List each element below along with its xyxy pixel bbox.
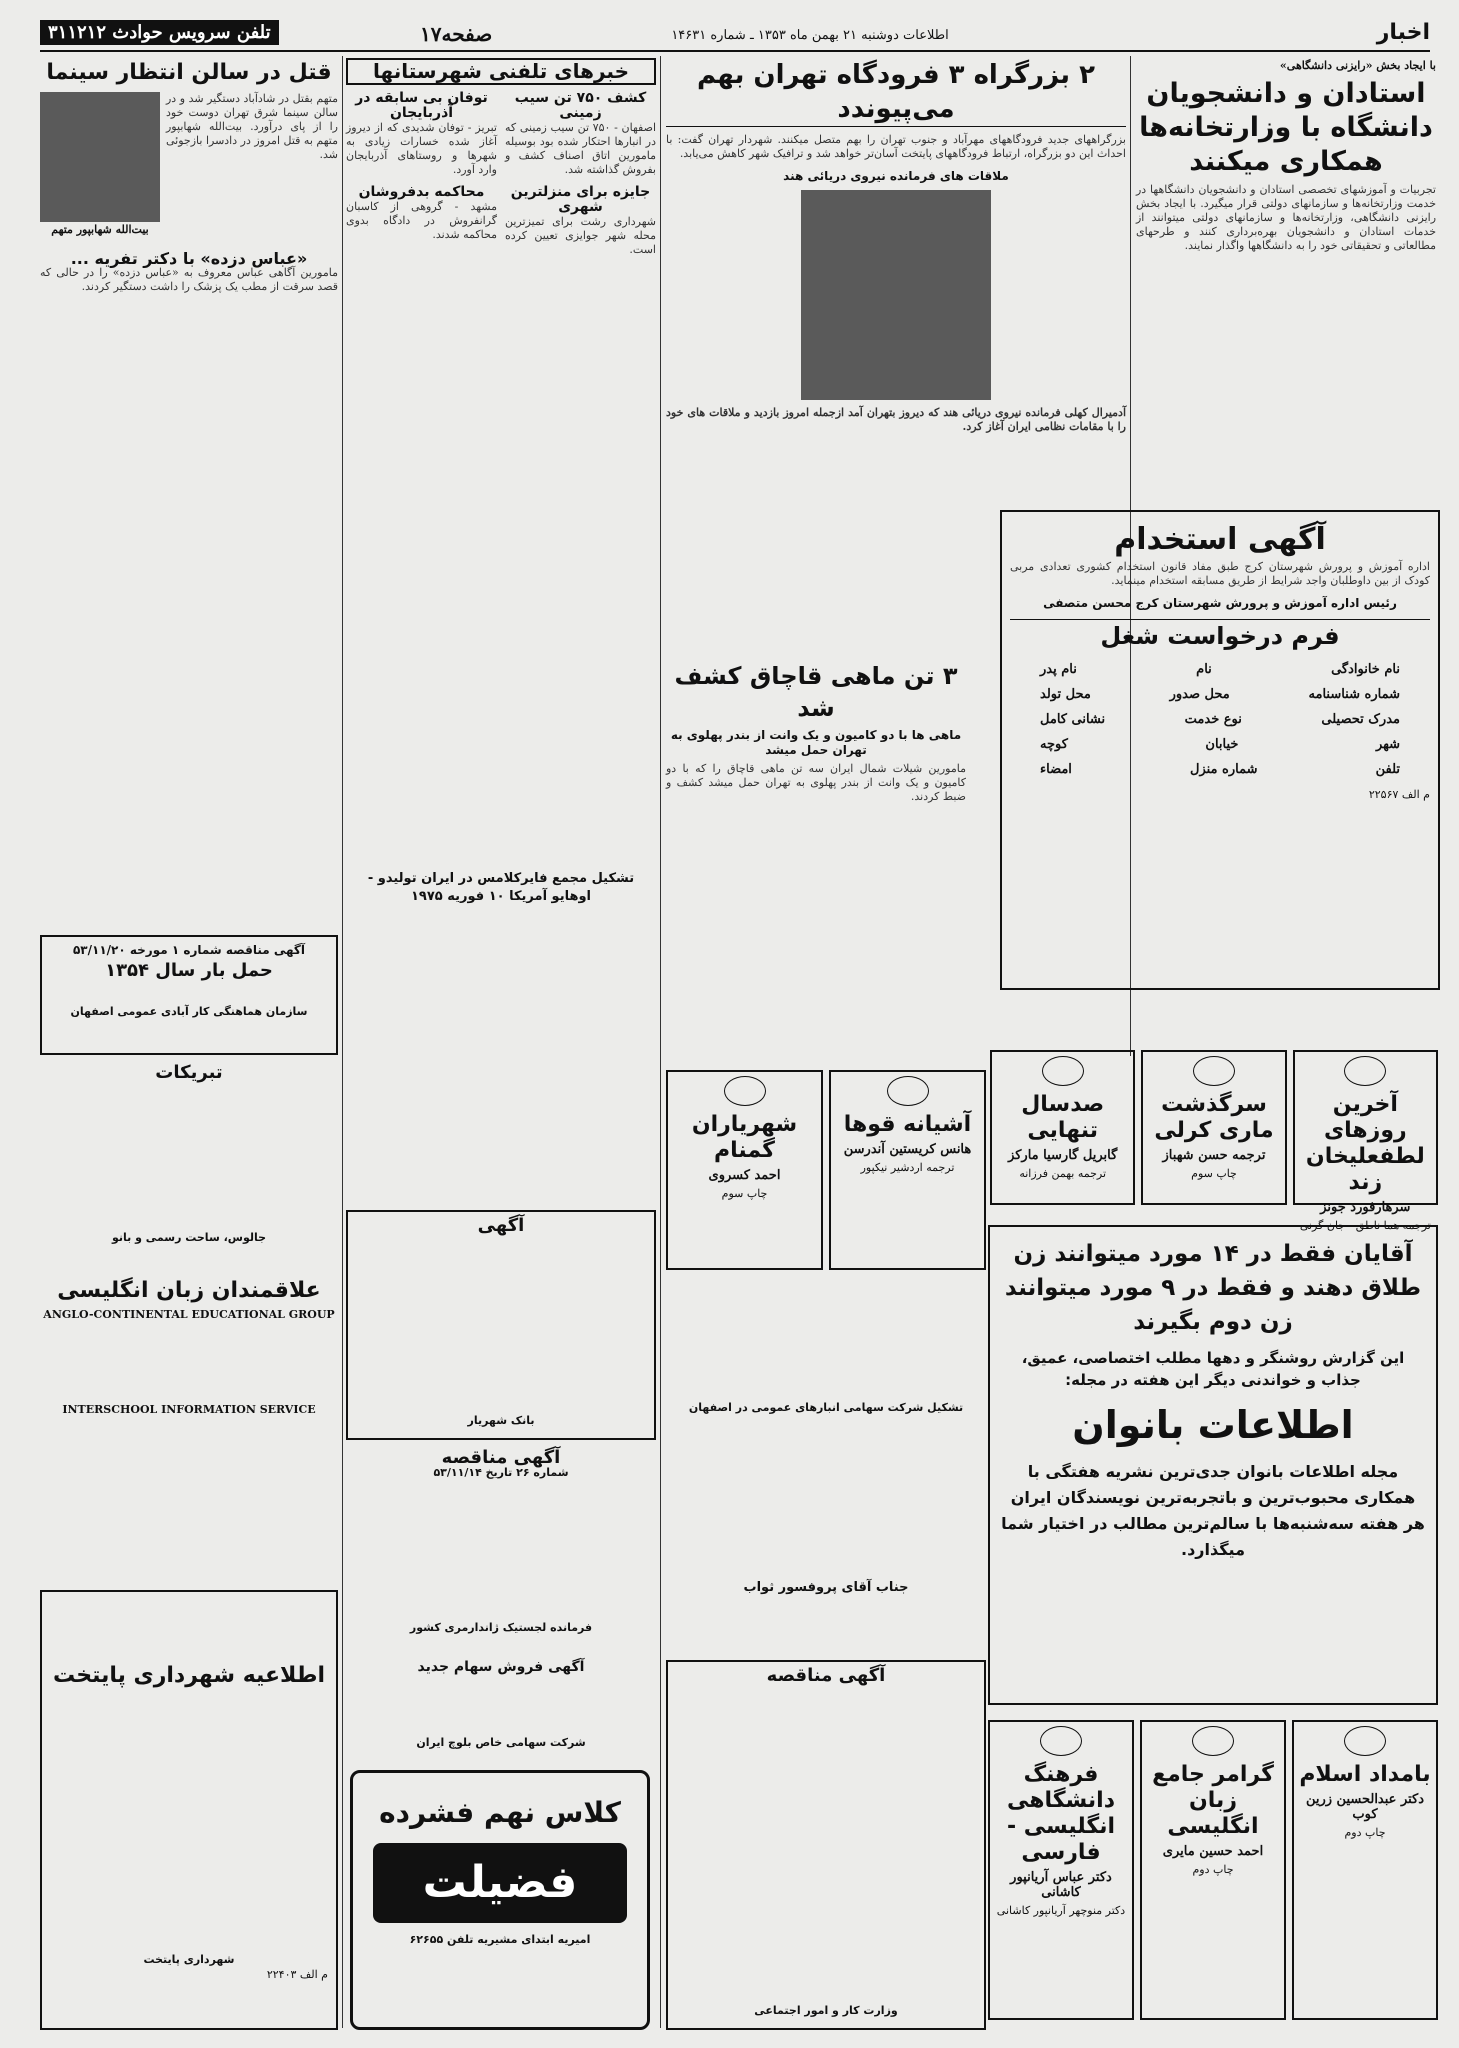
headline: تشکیل مجمع فایرکلامس در ایران تولیدو - اوهایو آمریکا ۱۰ فوریه ۱۹۷۵	[367, 871, 635, 904]
ad-signature: وزارت کار و امور اجتماعی	[754, 2004, 898, 2017]
book-author: احمد حسین مایری	[1162, 1844, 1264, 1859]
bank-ad	[346, 1210, 656, 1440]
book-author: دکتر عباس آریانپور کاشانی	[1010, 1870, 1112, 1900]
book-ad	[990, 1050, 1135, 1205]
ad-title: آگهی استخدام	[1114, 522, 1326, 557]
ad-signature: جالوس، ساحت رسمی و بانو	[111, 1231, 267, 1244]
form-field-label: نشانی کامل	[1040, 712, 1106, 727]
book-note: ترجمه اردشیر نیکپور	[860, 1161, 955, 1174]
ad-title: تشکیل شرکت سهامی انبارهای عمومی در اصفهان	[688, 1401, 964, 1414]
ad-title: آگهی فروش سهام جدید	[417, 1659, 585, 1675]
form-field-label: تلفن	[1375, 762, 1400, 777]
ad-title: علاقمندان زبان انگلیسی	[57, 1278, 321, 1303]
phone-news	[346, 58, 656, 858]
book-title: آخرین روزهای لطفعلیخان زند	[1305, 1092, 1425, 1195]
ad-code: م الف ۲۲۴۰۳	[266, 1968, 328, 1981]
form-field-label: امضاء	[1040, 762, 1072, 777]
university-story	[1136, 58, 1436, 478]
ad-headline: آقایان فقط در ۱۴ مورد میتوانند زن طلاق دهند و فقط در ۹ مورد میتوانند زن دوم بگیرند	[1004, 1241, 1422, 1335]
form-field-label: محل صدور	[1169, 687, 1230, 702]
publisher-logo-icon	[1192, 1726, 1234, 1756]
form-field-label: شماره شناسنامه	[1308, 687, 1400, 702]
cinema-story	[40, 58, 338, 598]
magazine-name: اطلاعات بانوان	[1072, 1403, 1354, 1447]
municipality-notice	[40, 1590, 338, 2030]
books-row-3	[988, 1720, 1438, 2020]
congrats-ad	[40, 1062, 338, 1255]
book-ad	[1140, 1720, 1286, 2020]
ad-sub: این گزارش روشنگر و دهها مطلب اختصاصی، عمیق، جذاب و خواندنی دیگر این هفته در مجله:	[1021, 1349, 1405, 1389]
gas-tender-ad	[40, 935, 338, 1055]
form-field-label: کوچه	[1040, 737, 1068, 752]
form-fields	[1010, 662, 1430, 777]
column-rule	[342, 56, 343, 2028]
form-field-label: مدرک تحصیلی	[1321, 712, 1400, 727]
form-field-label: محل تولد	[1040, 687, 1091, 702]
book-ad	[666, 1070, 823, 1270]
publisher-logo-icon	[1193, 1056, 1235, 1086]
ad-title: کلاس نهم فشرده	[379, 1796, 621, 1829]
item-body: اصفهان - ۷۵۰ تن سیب زمینی که در انبارها احتکار شده بود بوسیله مامورین اتاق اصناف کشف و بفروش گذاشته شد.	[505, 121, 657, 176]
books-row-1	[990, 1050, 1438, 1232]
form-field-label: شهر	[1375, 737, 1400, 752]
ministry-tender-ad	[666, 1660, 986, 2030]
publisher-logo-icon	[1344, 1726, 1386, 1756]
ad-signature: فرمانده لجستیک ژاندارمری کشور	[409, 1621, 593, 1634]
photo-caption: بیت‌الله شهابپور متهم	[51, 223, 149, 236]
subheadline: ماهی ها با دو کامیون و یک وانت از بندر پهلوی به تهران حمل میشد	[670, 728, 962, 757]
ad-signature: بانک شهریار	[467, 1414, 535, 1427]
item-title: جایزه برای منزلترین شهری	[510, 184, 651, 215]
item-title: کشف ۷۵۰ تن سیب زمینی	[514, 90, 647, 121]
item-title: توفان بی سابقه در آذربایجان	[355, 90, 488, 121]
form-row	[1040, 737, 1400, 752]
shares-ad	[346, 1660, 656, 1760]
ad-signature: رئیس اداره آموزش و پرورش شهرستان کرج محسن متصفی	[1043, 596, 1397, 610]
book-note: چاپ سوم	[1191, 1167, 1237, 1180]
jobs-ad	[1000, 510, 1440, 990]
page-number: صفحه۱۷	[420, 22, 493, 46]
article-body: بزرگراههای جدید فرودگاههای مهرآباد و جنوب تهران را بهم متصل میکنند. شهردار تهران گفت: با احداث این دو بزرگراه، ارتباط فرودگاههای پایتخت آسان‌تر خواهد شد و ترافیک شهر کاهش می‌یابد.	[666, 133, 1126, 160]
book-title: آشیانه قوها	[843, 1112, 972, 1137]
item-body: مشهد - گروهی از کاسبان گرانفروش در دادگاه بدوی محاکمه شدند.	[346, 200, 497, 241]
thanks-ad	[666, 1580, 986, 1640]
service-name: INTERSCHOOL INFORMATION SERVICE	[62, 1403, 316, 1416]
toledo-story	[346, 870, 656, 1200]
ad-title: آگهی مناقصه	[766, 1665, 886, 1686]
photo-heading: ملاقات های فرمانده نیروی دریائی هند	[783, 169, 1009, 183]
language-ad	[40, 1275, 338, 1575]
publisher-logo-icon	[724, 1076, 766, 1106]
publisher-logo-icon	[1042, 1056, 1084, 1086]
ad-sub: شماره ۲۶ تاریخ ۵۳/۱۱/۱۴	[433, 1466, 569, 1479]
class-ad	[350, 1770, 650, 2030]
book-note: دکتر منوچهر آریانپور کاشانی	[996, 1904, 1126, 1917]
book-ad	[988, 1720, 1134, 2020]
section-header: خبرهای تلفنی شهرستانها	[346, 58, 656, 85]
book-author: احمد کسروی	[708, 1168, 781, 1183]
item-title: محاکمه بدفروشان	[358, 184, 485, 200]
form-title: فرم درخواست شغل	[1010, 619, 1430, 652]
book-ad	[1292, 1720, 1438, 2020]
masthead	[40, 20, 1430, 52]
ad-title: آگهی مناقصه	[441, 1447, 561, 1468]
ad-body: مجله اطلاعات بانوان جدی‌ترین نشریه هفتگی با همکاری محبوب‌ترین و باتجربه‌ترین نویسندگان ایران هر هفته سه‌شنبه‌ها با سالم‌ترین مطالب در اختیار شما میگذارد.	[1001, 1462, 1425, 1559]
book-author: گابریل گارسیا مارکز	[1008, 1148, 1118, 1163]
section-label: اخبار	[1376, 20, 1430, 45]
ad-phone: امیریه ابتدای مشیریه تلفن ۶۲۶۵۵	[409, 1933, 591, 1946]
book-note: چاپ سوم	[721, 1187, 768, 1200]
item-body: شهرداری رشت برای تمیزترین محله شهر جوایزی تعیین کرده است.	[505, 215, 656, 256]
kicker: با ایجاد بخش «رایزنی دانشگاهی»	[1279, 59, 1436, 72]
ad-signature: سازمان هماهنگی کار آبادی عمومی اصفهان	[70, 1005, 308, 1018]
article-body: مامورین آگاهی عباس معروف به «عباس دزده» را در حالی که قصد سرقت از مطب یک پزشک را داشت دستگیر کردند.	[40, 266, 338, 293]
agri-ad	[666, 1400, 986, 1510]
issue-line: اطلاعات دوشنبه ۲۱ بهمن ماه ۱۳۵۳ ـ شماره ۱۴۶۳۱	[671, 28, 949, 43]
headline: «عباس دزده» با دکتر تفریه ...	[70, 249, 308, 268]
article-body: تجربیات و آموزشهای تخصصی استادان و دانشجویان دانشگاهها در خدمت وزارتخانه‌ها و سازمانهای دولتی قرار میگیرد. با ایجاد بخش رایزنی دانشگاهی، وزارتخانه‌ها و سازمانهای دولتی میتوانند از خدمات استادان و دانشجویان بهره‌برداری کنند و طرحهای مطالعاتی و تحقیقاتی خود را به دانشگاهها واگذار نمایند.	[1136, 183, 1436, 252]
books-row-2	[666, 1070, 986, 1270]
book-title: گرامر جامع زبان انگلیسی	[1152, 1762, 1274, 1839]
ad-title: جناب آقای پروفسور ثواب	[743, 1580, 909, 1595]
book-author: سرهارفورد جونز	[1320, 1200, 1411, 1215]
book-title: سرگذشت ماری کرلی	[1154, 1092, 1274, 1143]
headline: استادان و دانشجویان دانشگاه با وزارتخانه‌ها همکاری میکنند	[1139, 78, 1433, 177]
book-title: شهریاران گمنام	[691, 1112, 798, 1163]
admirals-photo	[801, 190, 991, 400]
form-field-label: نام خانوادگی	[1331, 662, 1400, 677]
suspect-photo	[40, 92, 160, 222]
ad-body: اداره آموزش و پرورش شهرستان کرج طبق مفاد قانون استخدام کشوری تعدادی مربی کودک از بین داوطلبان واجد شرایط از طریق مسابقه استخدام مینماید.	[1010, 560, 1430, 587]
article-body: مامورین شیلات شمال ایران سه تن ماهی قاچاق را که با دو کامیون و یک وانت از بندر پهلوی به تهران حمل میشد کشف و ضبط کردند.	[666, 762, 966, 803]
tender-26-ad	[346, 1447, 656, 1650]
ad-title: آگهی مناقصه شماره ۱ مورخه ۵۳/۱۱/۲۰	[72, 943, 306, 957]
ad-signature: شرکت سهامی خاص بلوچ ایران	[416, 1736, 586, 1749]
book-ad	[1141, 1050, 1286, 1205]
form-row	[1040, 762, 1400, 777]
book-ad	[829, 1070, 986, 1270]
ad-headline: حمل بار سال ۱۳۵۴	[105, 960, 273, 981]
form-row	[1040, 712, 1400, 727]
headline: قتل در سالن انتظار سینما	[46, 60, 332, 85]
book-note: ترجمه بهمن فرزانه	[1019, 1167, 1107, 1180]
caviar-story	[666, 660, 966, 1060]
org-name: ANGLO-CONTINENTAL EDUCATIONAL GROUP	[43, 1308, 335, 1321]
form-field-label: خیابان	[1205, 737, 1239, 752]
publisher-logo-icon	[887, 1076, 929, 1106]
article-body: متهم بقتل در شادآباد دستگیر شد و در سالن سینما شرق تهران دوست خود را از پای درآورد. بیت‌الله شهابپور متهم به قتل امروز در دادسرا بازجوئی شد.	[166, 92, 338, 161]
form-row	[1040, 687, 1400, 702]
form-field-label: نوع خدمت	[1184, 712, 1242, 727]
headline: ۲ بزرگراه ۳ فرودگاه تهران بهم می‌پیوندد	[666, 58, 1126, 127]
ad-title: آگهی	[477, 1215, 525, 1236]
publisher-logo-icon	[1040, 1726, 1082, 1756]
hotline-banner: تلفن سرویس حوادث ۳۱۱۲۱۲	[40, 20, 279, 45]
book-author: ترجمه حسن شهباز	[1162, 1148, 1266, 1163]
brand-name: فضیلت	[373, 1843, 627, 1923]
form-field-label: نام	[1196, 662, 1212, 677]
headline: ۳ تن ماهی قاچاق کشف شد	[674, 662, 958, 722]
ad-code: م الف ۲۲۵۶۷	[1368, 788, 1430, 801]
item-body: تبریز - توفان شدیدی که از دیروز آغاز شده خسارات زیادی به شهرها و روستاهای آذربایجان وارد آورد.	[346, 121, 497, 176]
book-ad	[1293, 1050, 1438, 1232]
book-author: دکتر عبدالحسین زرین کوب	[1305, 1792, 1425, 1822]
book-title: فرهنگ دانشگاهی انگلیسی - فارسی	[1006, 1762, 1116, 1865]
book-author: هانس کریستین آندرسن	[843, 1142, 972, 1157]
book-note: چاپ دوم	[1344, 1826, 1386, 1839]
ad-title: تبریکات	[155, 1062, 223, 1083]
form-row	[1040, 662, 1400, 677]
book-title: صدسال تنهایی	[1021, 1092, 1105, 1143]
book-title: بامداد اسلام	[1299, 1762, 1431, 1787]
form-field-label: شماره منزل	[1190, 762, 1258, 777]
column-rule	[660, 56, 661, 2028]
book-note: چاپ دوم	[1192, 1863, 1234, 1876]
ad-signature: شهرداری پایتخت	[143, 1953, 235, 1966]
ad-title: اطلاعیه شهرداری پایتخت	[52, 1663, 326, 1688]
publisher-logo-icon	[1344, 1056, 1386, 1086]
book-note: ترجمه هما ناطق - جان گرنی	[1299, 1219, 1431, 1232]
magazine-ad	[988, 1225, 1438, 1705]
form-field-label: نام پدر	[1040, 662, 1077, 677]
photo-caption: آدمیرال کهلی فرمانده نیروی دریائی هند که دیروز بتهران آمد ازجمله امروز بازدید و ملاقات های خود را با مقامات نظامی ایران آغاز کرد.	[666, 406, 1126, 433]
